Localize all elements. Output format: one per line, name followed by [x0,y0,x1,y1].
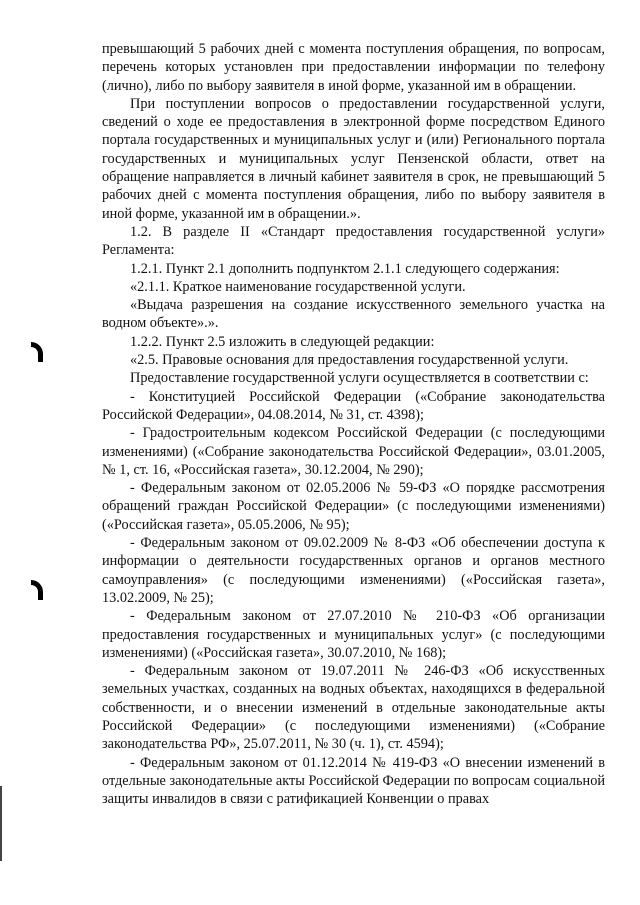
page-edge-shadow [0,786,2,861]
paragraph: - Федеральным законом от 09.02.2009 № 8-ФЗ «Об обеспечении доступа к информации о деятельности государственных органов и органов местного самоуправления» (с последующими изменениями) («Российская газета», 13.02.2009, № 25); [102,535,605,606]
paragraph: «Выдача разрешения на создание искусственного земельного участка на водном объекте».». [102,297,605,332]
paragraph: 1.2. В разделе II «Стандарт предоставления государственной услуги» Регламента: [102,223,605,259]
paragraph: «2.5. Правовые основания для предоставления государственной услуги. [130,352,569,369]
paragraph: - Федеральным законом от 02.05.2006 № 59-ФЗ «О порядке рассмотрения обращений граждан Российской Федерации» (с последующими изменениями) («Российская газета», 05.05.2006, № 95); [102,480,605,533]
paragraph: - Федеральным законом от 27.07.2010 № 210-ФЗ «Об организации предоставления государственных и муниципальных услуг» (с последующими изменениями) («Российская газета», 30.07.2010, № 168); [102,608,605,661]
paragraph: «2.1.1. Краткое наименование государственной услуги. [130,278,466,295]
paragraph: - Федеральным законом от 01.12.2014 № 419-ФЗ «О внесении изменений в отдельные законодательные акты Российской Федерации по вопросам социальной защиты инвалидов в связи с ратификацией Конвенции о правах [102,754,605,808]
paragraph: При поступлении вопросов о предоставлении государственной услуги, сведений о ходе ее предоставления в электронной форме посредством Единого портала государственных и муниципальных услуг и (или) Регионального портала государственных и муниципальных услуг Пензенской области, ответ на обращение направляется в личный кабинет заявителя в срок, не превышающий 5 рабочих дней с момента поступления обращения, либо по выбору заявителя в иной форме, указанной им в обращении.». [102,95,605,222]
hole-punch-mark-top [31,342,43,362]
paragraph: - Конституцией Российской Федерации («Собрание законодательства Российской Федерации», 04.08.2014, № 31, ст. 4398); [102,388,605,423]
paragraph: 1.2.2. Пункт 2.5 изложить в следующей редакции: [130,333,435,350]
paragraph: превышающий 5 рабочих дней с момента поступления обращения, по вопросам, перечень которых установлен при предоставлении информации по телефону (лично), либо по выбору заявителя в иной форме, указанной им в обращении. [102,41,605,94]
paragraph: - Федеральным законом от 19.07.2011 № 246-ФЗ «Об искусственных земельных участках, созданных на водных объектах, находящихся в федеральной собственности, и о внесении изменений в отдельные законодательные акты Российской Федерации» (с последующими изменениями) («Собрание законодательства РФ», 25.07.2011, № 30 (ч. 1), ст. 4594); [102,663,605,753]
hole-punch-mark-bottom [31,580,43,600]
document-page [102,40,605,808]
paragraph: Предоставление государственной услуги осуществляется в соответствии с: [130,370,589,387]
paragraph: 1.2.1. Пункт 2.1 дополнить подпунктом 2.1.1 следующего содержания: [130,260,560,277]
paragraph: - Градостроительным кодексом Российской Федерации (с последующими изменениями) («Собрание законодательства Российской Федерации», 03.01.2005, № 1, ст. 16, «Российская газета», 30.12.2004, № 290); [102,425,605,478]
